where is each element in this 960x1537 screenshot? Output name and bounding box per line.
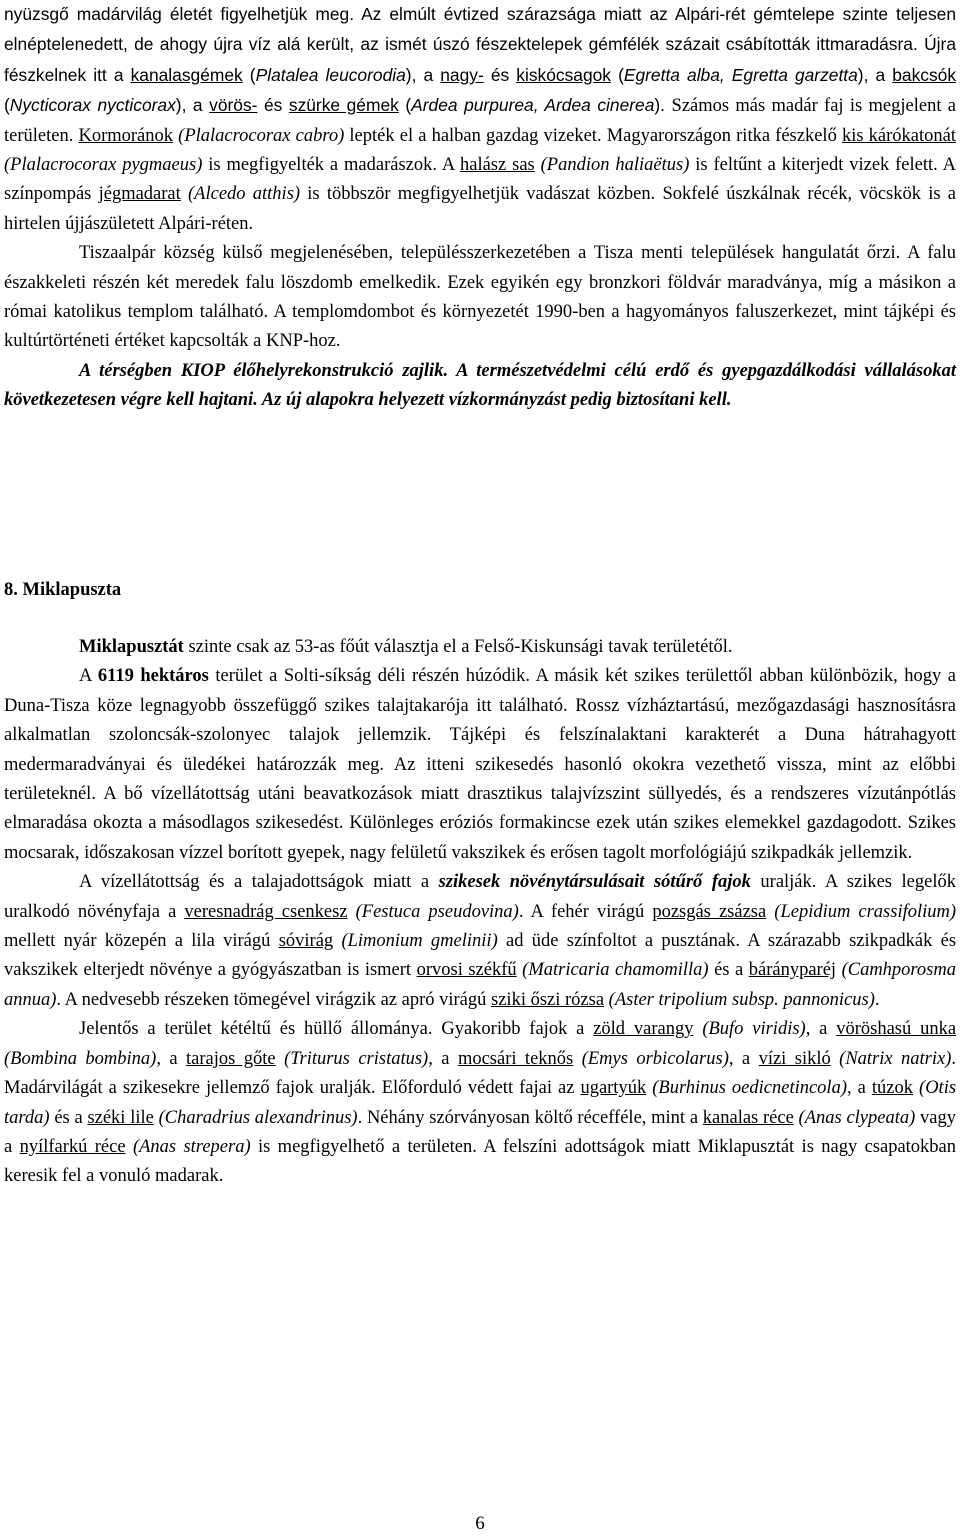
text-run: vörös- [209, 95, 258, 116]
text-run: (Charadrius alexandrinus) [158, 1107, 358, 1128]
text-run: kis kárókatonát [841, 125, 956, 146]
text-run: . A fehér virágú [518, 901, 653, 922]
text-run: , a [847, 1078, 872, 1099]
text-run [693, 1019, 702, 1039]
text-run: , a [428, 1048, 458, 1069]
paragraph [4, 868, 956, 1015]
text-run: ( [398, 95, 412, 116]
text-run: orvosi székfű [416, 960, 517, 981]
text-run: vöröshasú unka [836, 1019, 957, 1040]
text-run: ). [654, 95, 672, 116]
text-run: terület a Solti-síkság déli részén húzódik. A másik két szikes területtől abban különbözik, hogy a Duna-Tisza köze legnagyobb összefüggő szikes talajtakarója itt található. Rossz vízháztartású, mezőgazdasági hasznosításra alkalmatlan szoloncsák-szolonyec talajok jellemzik. Tájképi és felszínalaktani karakterét a Duna hátrahagyott medermaradványai és üledékei határozzák meg. Az itteni szikesedés hasonló okokra vezethető vissza, mint az előbbi területeknél. A bő vízellátottság utáni beavatkozások miatt drasztikus talajvízszint süllyedés, és a rendszeres vízutánpótlás elmaradása okozta a másodlagos szikesedést. Különleges eróziós formakincse ezek után szikes elemekkel gazdagodott. Szikes mocsarak, időszakosan vízzel borított gyepek, nagy felületű vakszikek és erősen tagolt morfológiájú szikpadkák jellemzik. [4, 666, 956, 863]
text-run: (Plalacrocorax pygmaeus) [4, 155, 203, 176]
text-run: veresnadrág csenkesz [184, 901, 348, 922]
text-run: (Anas strepera) [132, 1136, 251, 1157]
section-7-text [4, 0, 956, 416]
text-run: ( [4, 95, 10, 116]
text-run: (Otis tarda) [4, 1078, 957, 1128]
text-run: kanalasgémek [130, 64, 243, 85]
text-run: , a [156, 1048, 187, 1069]
text-run: A vízellátottság és a talajadottságok miatt a [79, 872, 439, 893]
text-run: . Néhány szórványosan költő récefféle, mint a [357, 1107, 703, 1128]
paragraph [4, 0, 956, 239]
text-run: . [874, 989, 880, 1010]
text-run: . A nedvesebb részeken tömegével virágzik az apró virágú [56, 989, 492, 1010]
text-run: (Pandion haliaëtus) [540, 155, 690, 176]
text-run: halász sas [460, 155, 535, 176]
text-run: kanalas réce [702, 1107, 794, 1128]
section-heading: 8. Miklapuszta [4, 580, 122, 600]
text-run: mellett nyár közepén a lila virágú [4, 931, 279, 952]
paragraph [4, 662, 956, 868]
text-run: Platalea leucorodia [255, 64, 406, 85]
text-run: Miklapusztát [79, 637, 184, 657]
paragraph [4, 633, 956, 662]
text-run: zöld varangy [593, 1019, 694, 1040]
text-run: túzok [871, 1078, 913, 1099]
text-run: tarajos gőte [186, 1048, 276, 1069]
text-run: uralják. A szikes legelők uralkodó növényfaja a [4, 872, 956, 922]
text-run: (Natrix natrix) [839, 1048, 952, 1069]
text-run: nyílfarkú réce [19, 1136, 126, 1157]
text-run: és [257, 95, 289, 116]
text-run: (Aster tripolium subsp. pannonicus) [608, 989, 875, 1010]
text-run: nyüzsgő madárvilág életét figyelhetjük meg. Az elmúlt évtized szárazsága miatt az Alpári-rét gémtelepe szinte teljesen elnéptelenedett, de ahogy újra víz alá került, az ismét úszó fészektelepek gémfélék százait csábították ittmaradásra. Újra fészkelnek itt a [4, 4, 956, 85]
text-run: (Anas clypeata) [798, 1107, 916, 1128]
text-run: . Madárvilágát a szikesekre jellemző fajok uralják. Előforduló védett fajai az [4, 1048, 957, 1099]
text-run: Jelentős a terület kétéltű és hüllő állománya. Gyakoribb fajok a [79, 1019, 594, 1040]
text-run: ), a [175, 95, 210, 116]
text-run: Egretta alba, Egretta garzetta [623, 64, 858, 85]
text-run: szinte csak az 53-as főút választja el a Felső-Kiskunsági tavak területétől. [183, 637, 733, 657]
text-run: (Lepidium crassifolium) [774, 901, 957, 922]
text-run: ( [611, 64, 624, 85]
text-run: ), a [405, 64, 441, 85]
text-run: Tiszaalpár község külső megjelenésében, településszerkezetében a Tisza menti települések hangulatát őrzi. A falu északkeleti részén két meredek falu löszdomb emelkedik. Ezek egyikén egy bronzkori földvár maradványa, míg a másikon a római katolikus templom található. A templomdombot és környezetét 1990-ben a hagyományos faluszerkezet, mint tájképi és kultúrtörténeti értéket kapcsolták a KNP-hoz. [4, 243, 956, 352]
text-run: ad üde színfoltot a pusztának. A szárazabb szikpadkák és vakszikek elterjedt növénye a gyógyászatban is ismert [4, 931, 957, 981]
text-run: ugartyúk [580, 1078, 647, 1099]
text-run: is megfigyelhető a területen. A felszíni adottságok miatt Miklapusztát is nagy csapatokban keresik fel a vonuló madarak. [4, 1136, 957, 1187]
text-run: is feltűnt a kiterjedt vizek felett. A színpompás [4, 155, 956, 205]
text-run: (Bombina bombina) [4, 1048, 157, 1069]
text-run: (Alcedo atthis) [188, 184, 301, 205]
section-8-text [4, 633, 956, 1192]
text-run: (Camhporosma annua) [4, 960, 956, 1010]
text-run: ( [242, 64, 256, 85]
text-run: Ardea purpurea, Ardea cinerea [411, 95, 655, 116]
text-run [126, 1137, 133, 1157]
text-run: is megfigyelték a madarászok. A [202, 155, 461, 176]
text-run: bárányparéj [748, 960, 837, 981]
paragraph [4, 239, 956, 357]
text-run: széki lile [87, 1107, 154, 1128]
text-run: (Matricaria chamomilla) [522, 960, 709, 981]
text-run [573, 1049, 581, 1069]
text-run: , a [805, 1019, 837, 1040]
text-run: (Burhinus oedicnetincola) [652, 1078, 847, 1099]
text-run [181, 184, 188, 204]
text-run: bakcsók [892, 64, 957, 85]
text-run: Nycticorax nycticorax [9, 95, 176, 116]
text-run: szürke gémek [288, 95, 399, 116]
text-run: (Bufo viridis) [702, 1019, 806, 1040]
text-run: Kormoránok [78, 125, 174, 146]
text-run: , a [728, 1048, 759, 1069]
text-run: és [483, 64, 517, 85]
text-run: A térségben KIOP élőhelyrekonstrukció zajlik. A természetvédelmi célú erdő és gyepgazdálkodási vállalásokat következetesen végre kell hajtani. Az új alapokra helyezett vízkormányzást pedig biztosítani kell. [4, 360, 956, 411]
text-run [348, 902, 356, 922]
text-run: Számos más madár faj is megjelent a területen. [4, 96, 957, 146]
text-run [831, 1049, 839, 1069]
text-run: (Emys orbicolarus) [581, 1048, 729, 1069]
text-run: vízi sikló [758, 1048, 831, 1069]
text-run: jégmadarat [98, 184, 181, 205]
text-run: sziki őszi rózsa [491, 989, 605, 1010]
text-run: is többször megfigyelhetjük vadászat közben. Sokfelé úszkálnak récék, vöcskök is a hirtelen újjászületett Alpári-réten. [4, 184, 957, 234]
text-run: A [79, 666, 98, 687]
text-run: (Triturus cristatus) [284, 1048, 429, 1069]
text-run: (Festuca pseudovina) [355, 901, 519, 922]
text-run: sóvirág [278, 931, 334, 952]
text-run: (Limonium gmelinii) [341, 931, 498, 952]
text-run: 6119 hektáros [97, 666, 209, 687]
text-run: és a [49, 1107, 88, 1128]
text-run: pozsgás zsázsa [652, 901, 767, 922]
text-run: nagy- [440, 64, 484, 85]
text-run: szikesek növénytársulásait sótűrő fajok [438, 872, 751, 893]
text-run: ), a [857, 64, 893, 85]
text-run: lepték el a halban gazdag vizeket. Magyarországon ritka fészkelő [344, 125, 842, 146]
text-run [276, 1049, 284, 1069]
text-run: kiskócsagok [516, 64, 611, 85]
text-run: és a [708, 960, 749, 981]
paragraph [4, 1015, 956, 1191]
page-number: 6 [475, 1513, 485, 1534]
text-run: (Plalacrocorax cabro) [178, 125, 345, 146]
text-run: mocsári teknős [457, 1048, 574, 1069]
paragraph [4, 357, 956, 416]
text-run: vagy a [4, 1107, 956, 1157]
